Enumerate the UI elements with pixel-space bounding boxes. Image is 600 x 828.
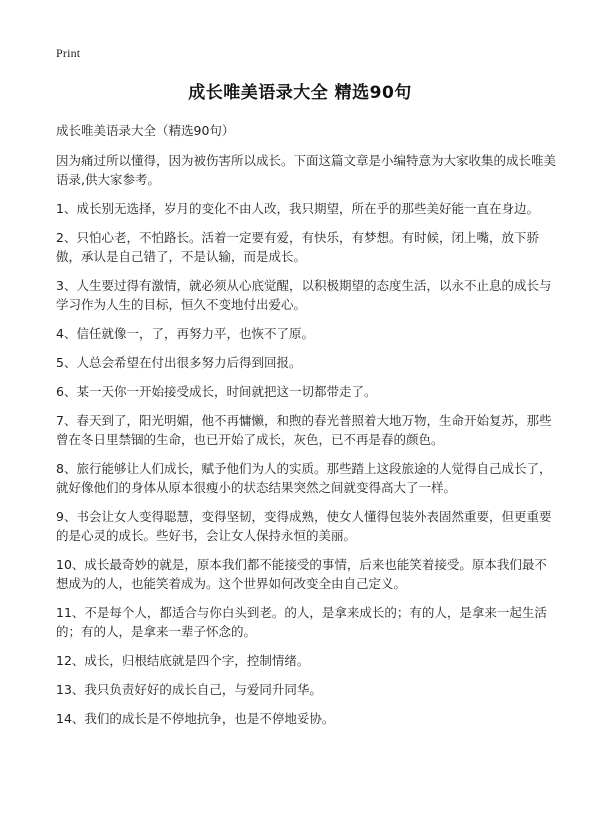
quote-item: 9、书会让女人变得聪慧，变得坚韧，变得成熟，使女人懂得包装外表固然重要，但更重要的是心灵的成长。些好书，会让女人保持永恒的美丽。 xyxy=(56,509,552,543)
quote-item: 5、人总会希望在付出很多努力后得到回报。 xyxy=(56,355,302,370)
article-subtitle: 成长唯美语录大全（精选90句） xyxy=(56,123,235,138)
quote-item: 11、不是每个人，都适合与你白头到老。的人，是拿来成长的；有的人，是拿来一起生活的；有的人，是拿来一辈子怀念的。 xyxy=(56,605,547,639)
print-link[interactable]: Print xyxy=(56,46,81,60)
quote-item: 7、春天到了，阳光明媚，他不再慵懒，和煦的春光普照着大地万物，生命开始复苏，那些曾在冬日里禁锢的生命，也已开始了成长，灰色，已不再是春的颜色。 xyxy=(56,413,552,447)
quote-item: 3、人生要过得有激情，就必须从心底觉醒，以积极期望的态度生活，以永不止息的成长与学习作为人生的目标，恒久不变地付出爱心。 xyxy=(56,278,552,312)
quote-item: 13、我只负责好好的成长自己，与爱同升同华。 xyxy=(56,682,322,697)
quote-item: 12、成长，归根结底就是四个字，控制情绪。 xyxy=(56,653,310,668)
quote-item: 1、成长别无选择，岁月的变化不由人改，我只期望，所在乎的那些美好能一直在身边。 xyxy=(56,201,539,216)
article-body xyxy=(56,121,556,738)
quote-item: 6、某一天你一开始接受成长，时间就把这一切都带走了。 xyxy=(56,384,377,399)
article-intro: 因为痛过所以懂得，因为被伤害所以成长。下面这篇文章是小编特意为大家收集的成长唯美语录,供大家参考。 xyxy=(56,153,557,187)
quote-item: 4、信任就像一，了，再努力平，也恢不了原。 xyxy=(56,326,314,341)
page-title: 成长唯美语录大全 精选90句 xyxy=(188,83,412,103)
quote-item: 8、旅行能够让人们成长，赋予他们为人的实质。那些踏上这段旅途的人觉得自己成长了，就好像他们的身体从原本很瘦小的状态结果突然之间就变得高大了一样。 xyxy=(56,461,552,495)
quote-item: 2、只怕心老，不怕路长。活着一定要有爱，有快乐，有梦想。有时候，闭上嘴，放下骄傲，承认是自己错了，不是认输，而是成长。 xyxy=(56,230,539,264)
quote-item: 14、我们的成长是不停地抗争，也是不停地妥协。 xyxy=(56,711,335,726)
quote-item: 10、成长最奇妙的就是，原本我们都不能接受的事情，后来也能笑着接受。原本我们最不想成为的人，也能笑着成为。这个世界如何改变全由自己定义。 xyxy=(56,557,547,591)
